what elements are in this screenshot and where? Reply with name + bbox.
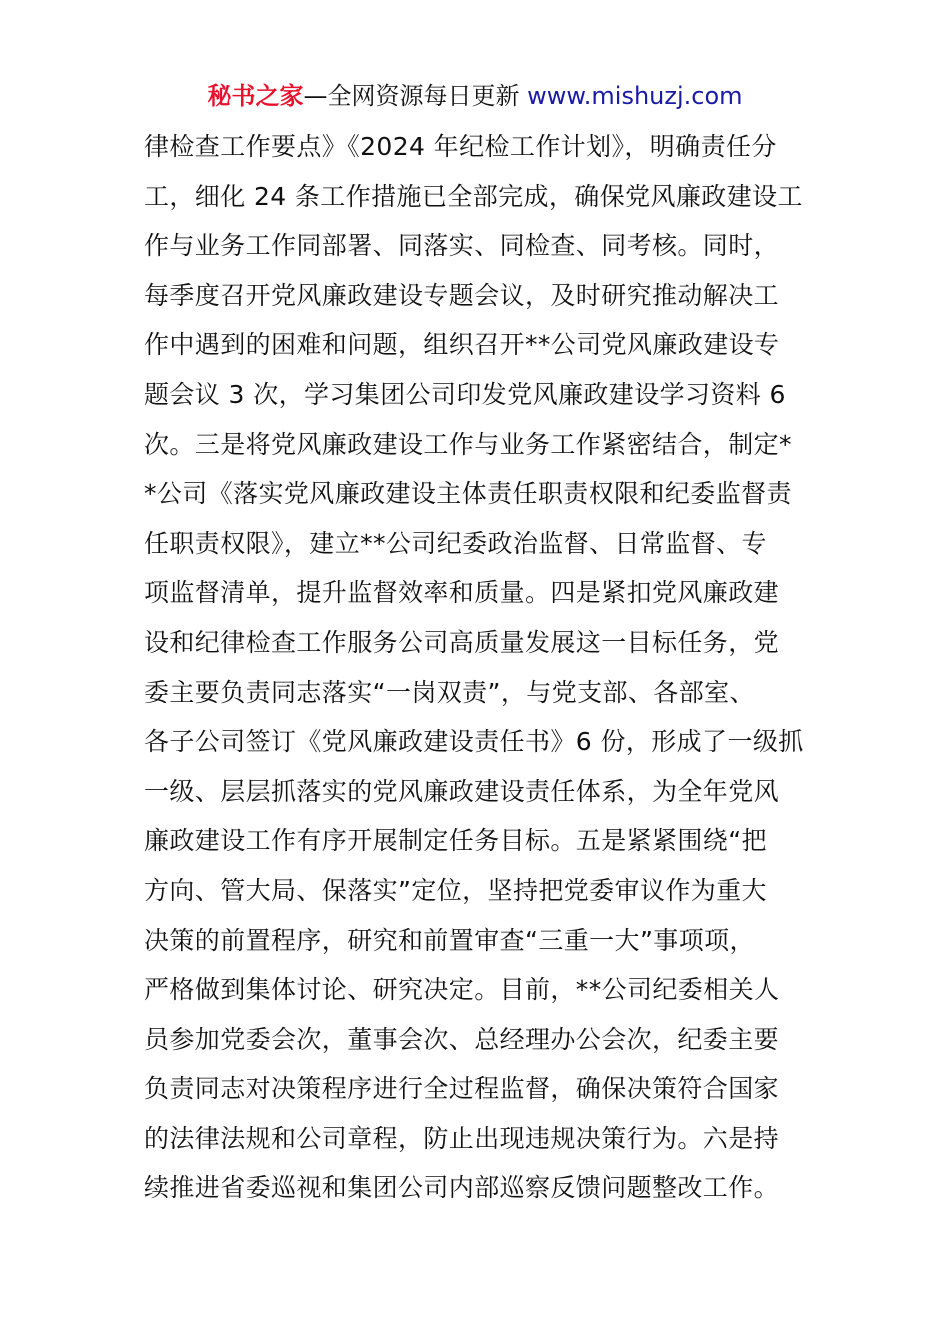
text-line: 律检查工作要点》《2024 年纪检工作计划》，明确责任分 <box>144 132 777 161</box>
text-line: 作与业务工作同部署、同落实、同检查、同考核。同时， <box>144 231 780 261</box>
text-line: 任职责权限》，建立**公司纪委政治监督、日常监督、专 <box>144 528 767 558</box>
text-line: 廉政建设工作有序开展制定任务目标。五是紧紧围绕“把 <box>144 826 767 856</box>
text-line: 题会议 3 次，学习集团公司印发党风廉政建设学习资料 6 <box>144 379 786 409</box>
text-line: 员参加党委会次，董事会次、总经理办公会次，纪委主要 <box>144 1024 780 1054</box>
text-line: 作中遇到的困难和问题，组织召开**公司党风廉政建设专 <box>144 330 780 360</box>
text-line: 续推进省委巡视和集团公司内部巡察反馈问题整改工作。 <box>144 1173 780 1203</box>
text-line: 负责同志对决策程序进行全过程监督，确保决策符合国家 <box>144 1074 780 1104</box>
text-line: 决策的前置程序，研究和前置审查“三重一大”事项项， <box>144 925 755 955</box>
text-line: *公司《落实党风廉政建设主体责任职责权限和纪委监督责 <box>144 479 792 509</box>
text-line: 每季度召开党风廉政建设专题会议，及时研究推动解决工 <box>144 280 780 310</box>
text-line: 委主要负责同志落实“一岗双责”，与党支部、各部室、 <box>144 677 755 707</box>
text-line: 项监督清单，提升监督效率和质量。四是紧扣党风廉政建 <box>144 578 780 608</box>
page-header <box>0 80 950 112</box>
site-brand: 秘书之家 <box>207 82 304 110</box>
text-line: 设和纪律检查工作服务公司高质量发展这一目标任务，党 <box>144 627 780 657</box>
text-line: 方向、管大局、保落实”定位，坚持把党委审议作为重大 <box>144 875 767 905</box>
text-line: 一级、层层抓落实的党风廉政建设责任体系，为全年党风 <box>144 776 780 806</box>
text-line: 次。三是将党风廉政建设工作与业务工作紧密结合，制定* <box>144 429 792 459</box>
document-body <box>144 122 824 1213</box>
text-line: 工，细化 24 条工作措施已全部完成，确保党风廉政建设工 <box>144 181 803 211</box>
site-slogan: —全网资源每日更新 <box>303 82 520 110</box>
text-line: 的法律法规和公司章程，防止出现违规决策行为。六是持 <box>144 1123 780 1153</box>
site-url-link[interactable]: www.mishuzj.com <box>527 82 743 110</box>
text-line: 严格做到集体讨论、研究决定。目前，**公司纪委相关人 <box>144 975 780 1005</box>
text-line: 各子公司签订《党风廉政建设责任书》6 份，形成了一级抓 <box>144 727 804 757</box>
